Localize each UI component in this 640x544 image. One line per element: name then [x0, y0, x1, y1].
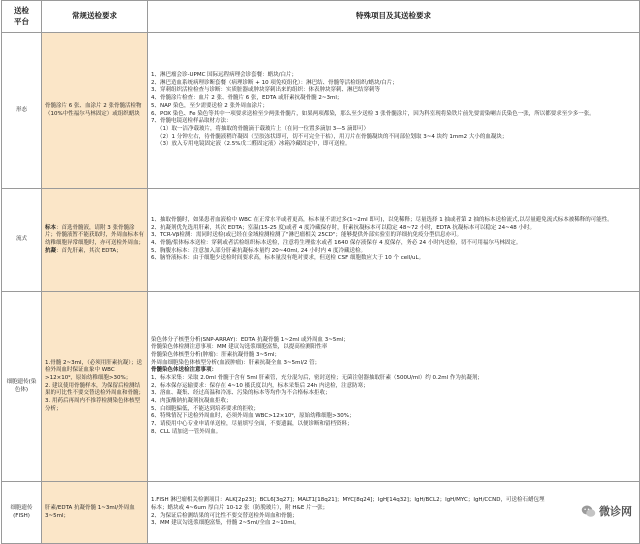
header-row	[2, 1, 640, 33]
watermark-text: 微诊网	[599, 505, 632, 518]
morph-item: 6、POX 染色、Fe 染色等其中一项要求送检至少两张骨髓片，如果两项都染，那么至少送检 3 张骨髓涂片，因为科室现将染铁片前先要需染喇吉氏染色一张，所以都要求至少多一张。	[151, 110, 595, 117]
routine-fish	[42, 482, 148, 544]
morph-item: 4、骨髓涂片检查：血片 2 张、骨髓片 6 张，EDTA 或肝素抗凝骨髓 2~3ml；	[151, 95, 343, 102]
row-fish	[2, 482, 640, 544]
morph-item: 1、淋巴瘤会诊-UPMC 国际远程病理会诊套餐：蜡块/白片；	[151, 72, 298, 79]
special-fish	[148, 482, 640, 544]
flow-item: 1、抽取骨髓时，如果患者血液检中 WBC 在正常水平或者更高，标本量不需过多(1~2ml 即可)，以免稀释；尽量选择 1 抽或者第 2 抽的标本送检流式,以尽量避免流式标本被稀释的可能性。	[151, 216, 613, 223]
karyo-item: 6、特殊情况下送检外周血时，必须外周血 WBC>12×10⁹，原始幼稚细胞>30%；	[151, 413, 355, 420]
special-flow	[148, 189, 640, 292]
karyo-item: 7、请使用中心专业申请单送检，尽量填写全面，不要遗漏，以便诊断和留档资料；	[151, 421, 353, 428]
morph-item: （1）取一洁净载玻片，将抽取的骨髓滴于载玻片上（在同一位置多滴加 3—5 滴即可）	[157, 125, 369, 132]
morph-item: （3）放入专用电镜固定液（2.5%戊二醛固定液）冰箱冷藏固定中，即可送检。	[157, 141, 351, 148]
header-special: 特殊项目及其送检要求	[148, 1, 640, 33]
routine-flow-specimen	[45, 225, 144, 248]
karyo-item: 染色体分子核型分析(SNP-ARRAY)：EDTA 抗凝骨髓 1~2ml 或外周血 3~5ml；	[151, 336, 349, 343]
routine-flow	[42, 189, 148, 292]
anticoag-label: 抗凝	[45, 247, 57, 254]
specimen-text: ：首选骨髓液，请附 3 张骨髓涂片；骨髓液暂不能获取时，外周血标本有幼稚细胞异常细胞时，亦可送检外周血；	[45, 224, 145, 246]
row-flow	[2, 189, 640, 292]
special-morphology	[148, 33, 640, 189]
fish-item: 3、MM 建议勾选浆细胞富集，骨髓 2~5ml/全血 2~10ml。	[151, 520, 300, 527]
routine-morphology	[42, 33, 148, 189]
header-platform: 送检 平台	[2, 1, 42, 33]
row-karyotype	[2, 292, 640, 482]
morph-item: 5、NAP 染色，至少需要送检 2 张外周血涂片；	[151, 102, 268, 109]
routine-karyotype	[42, 292, 148, 482]
flow-item: 6、脑脊液标本：由于细胞少送检时间要求高，标本量没有绝对要求，但送检 CSF 细胞数应大于 10 个 cell/uL。	[151, 255, 425, 262]
routine-morphology-text: 骨髓涂片 6 张、血涂片 2 张骨髓活检物（10%中性福尔马林固定）或组织蜡块	[45, 102, 142, 117]
karyo-routine-item: 2. 建议使用骨髓样本，为保留后检测结果的可比性不要交替送检外周血和骨髓；	[45, 382, 145, 397]
flow-item: 2、抗凝剂优先选用肝素，其次 EDTA；室温(15-25 度)或者 4 度冷藏保存时，肝素抗凝标本可以稳定 48~72 小时，EDTA 抗凝标本可以稳定 24~48 小时。	[151, 224, 536, 231]
karyo-item: 骨髓染色体检测注意事项：MM 建议勾选浆细胞富集，以提高检测阳性率	[151, 344, 328, 351]
flow-item: 4、骨髓/浆体标本送检：穿刺或者活检组织标本送检，注意将生理盐水或者 1640 保存液保存 4 度保存，务必 24 小时内送检，切不可用福尔马林固定。	[151, 240, 522, 246]
platform-flow: 流式	[2, 189, 42, 292]
morph-item: （2）1 分钟左右，待骨髓液稍许凝固（呈胶冻状即可，切不可完全干枯），用刀片在骨髓凝块的不同部位划取 3~4 块约 1mm2 大小的血凝块；	[157, 133, 508, 140]
watermark	[581, 503, 632, 519]
specimen-requirements-table	[1, 0, 640, 544]
morph-item: 2、淋巴造血系统病理诊断套餐（病理诊断 + 10 项免疫组化）：淋巴结、骨髓等活检组织/蜡块/白片；	[151, 79, 398, 86]
routine-flow-anticoag	[45, 248, 144, 256]
karyo-item: 8、CLL 请加送一管外周血。	[151, 428, 222, 435]
platform-morphology: 形态	[2, 33, 42, 189]
karyo-item: 1、标本采集：采取 2.0ml 骨髓于含有 5ml 肝素管，充分混匀后，密封送检；无菌注射器抽取肝素（500U/ml）约 0.2ml 作为抗凝剂；	[151, 374, 483, 381]
karyo-routine-item: 1.骨髓 2~3ml，（必须用肝素抗凝）；送检外周血时保证血象中 WBC >12×10⁹，原始幼稚细胞>30%；	[45, 359, 142, 381]
chat-bubble-icon	[581, 504, 596, 519]
fish-item: 2、为保证后检测结果的可比性不要交替送检外周血和骨髓；	[151, 512, 298, 519]
header-routine: 常规送检要求	[42, 1, 148, 33]
fish-item: 1.FISH 淋巴瘤相关检测项目：ALK[2p23]；BCL6[3q27]；MALT1[18q21]；MYC[8q24]；IgH[14q32]；IgH/BCL2；IgH/MYC；IgH/CCND，可送检石蜡包埋标本；蜡块或 4~6um 厚白片 10-12 张（防脱玻片），附 H&E 片一张；	[151, 497, 545, 511]
row-morphology	[2, 33, 640, 189]
flow-item: 3、TCR-Vβ检测：需同时送检(或已经在金域检测检测了"淋巴瘤相关 25CD"；能够提供外部实验室的详细抗免疫分型信息亦可。	[151, 232, 462, 239]
fish-routine-text: 肝素/EDTA 抗凝骨髓 1~3ml/外周血 3~5ml；	[45, 504, 135, 519]
platform-fish: 细胞遗传(FISH)	[2, 482, 42, 544]
karyo-item: 外周血细胞染色体核型分析(血液肿瘤)：肝素抗凝全血 3~5ml/2 管；	[151, 359, 321, 366]
karyo-routine-item: 3. 用药后再周内不推荐检测染色体核型分析；	[45, 398, 140, 412]
special-karyotype	[148, 292, 640, 482]
karyo-item: 3、溶血、凝集、经过高温和冷冻、污染的标本等均作为不合格标本拒收；	[151, 390, 331, 397]
anticoag-text: ：首先肝素，其次 EDTA；	[56, 247, 122, 254]
morph-item: 7、骨髓电镜送检样品取材方法：	[151, 118, 232, 125]
karyo-item: 5、白细胞偏低，不能达到培养要求的拒收；	[151, 405, 260, 412]
flow-item: 5、胸腹水标本：注意加入部分肝素抗凝标本量约 20~40ml, 24 小时内 4 度冷藏送检。	[151, 247, 366, 254]
karyo-notes-heading: 骨髓染色体送检注意事项：	[151, 367, 218, 374]
specimen-label: 标本	[45, 224, 57, 231]
karyo-item: 2、标本保存运输要求：保存在 4~10 摄氏度以内，标本采集后 24h 内送检，注意防寒；	[151, 382, 369, 389]
karyo-item: 骨髓染色体核型分析(肿瘤)：肝素抗凝骨髓 3~5ml；	[151, 351, 281, 358]
morph-item: 3、穿刺组织活检检查与诊断：实质脏器或肿块穿刺出来的组织：体表肿块穿刺、淋巴结穿刺等	[151, 87, 381, 94]
karyo-item: 4、肉蛋酸钠抗凝剂抗凝血拒收；	[151, 398, 232, 405]
platform-karyotype: 细胞遗传(染色体)	[2, 292, 42, 482]
